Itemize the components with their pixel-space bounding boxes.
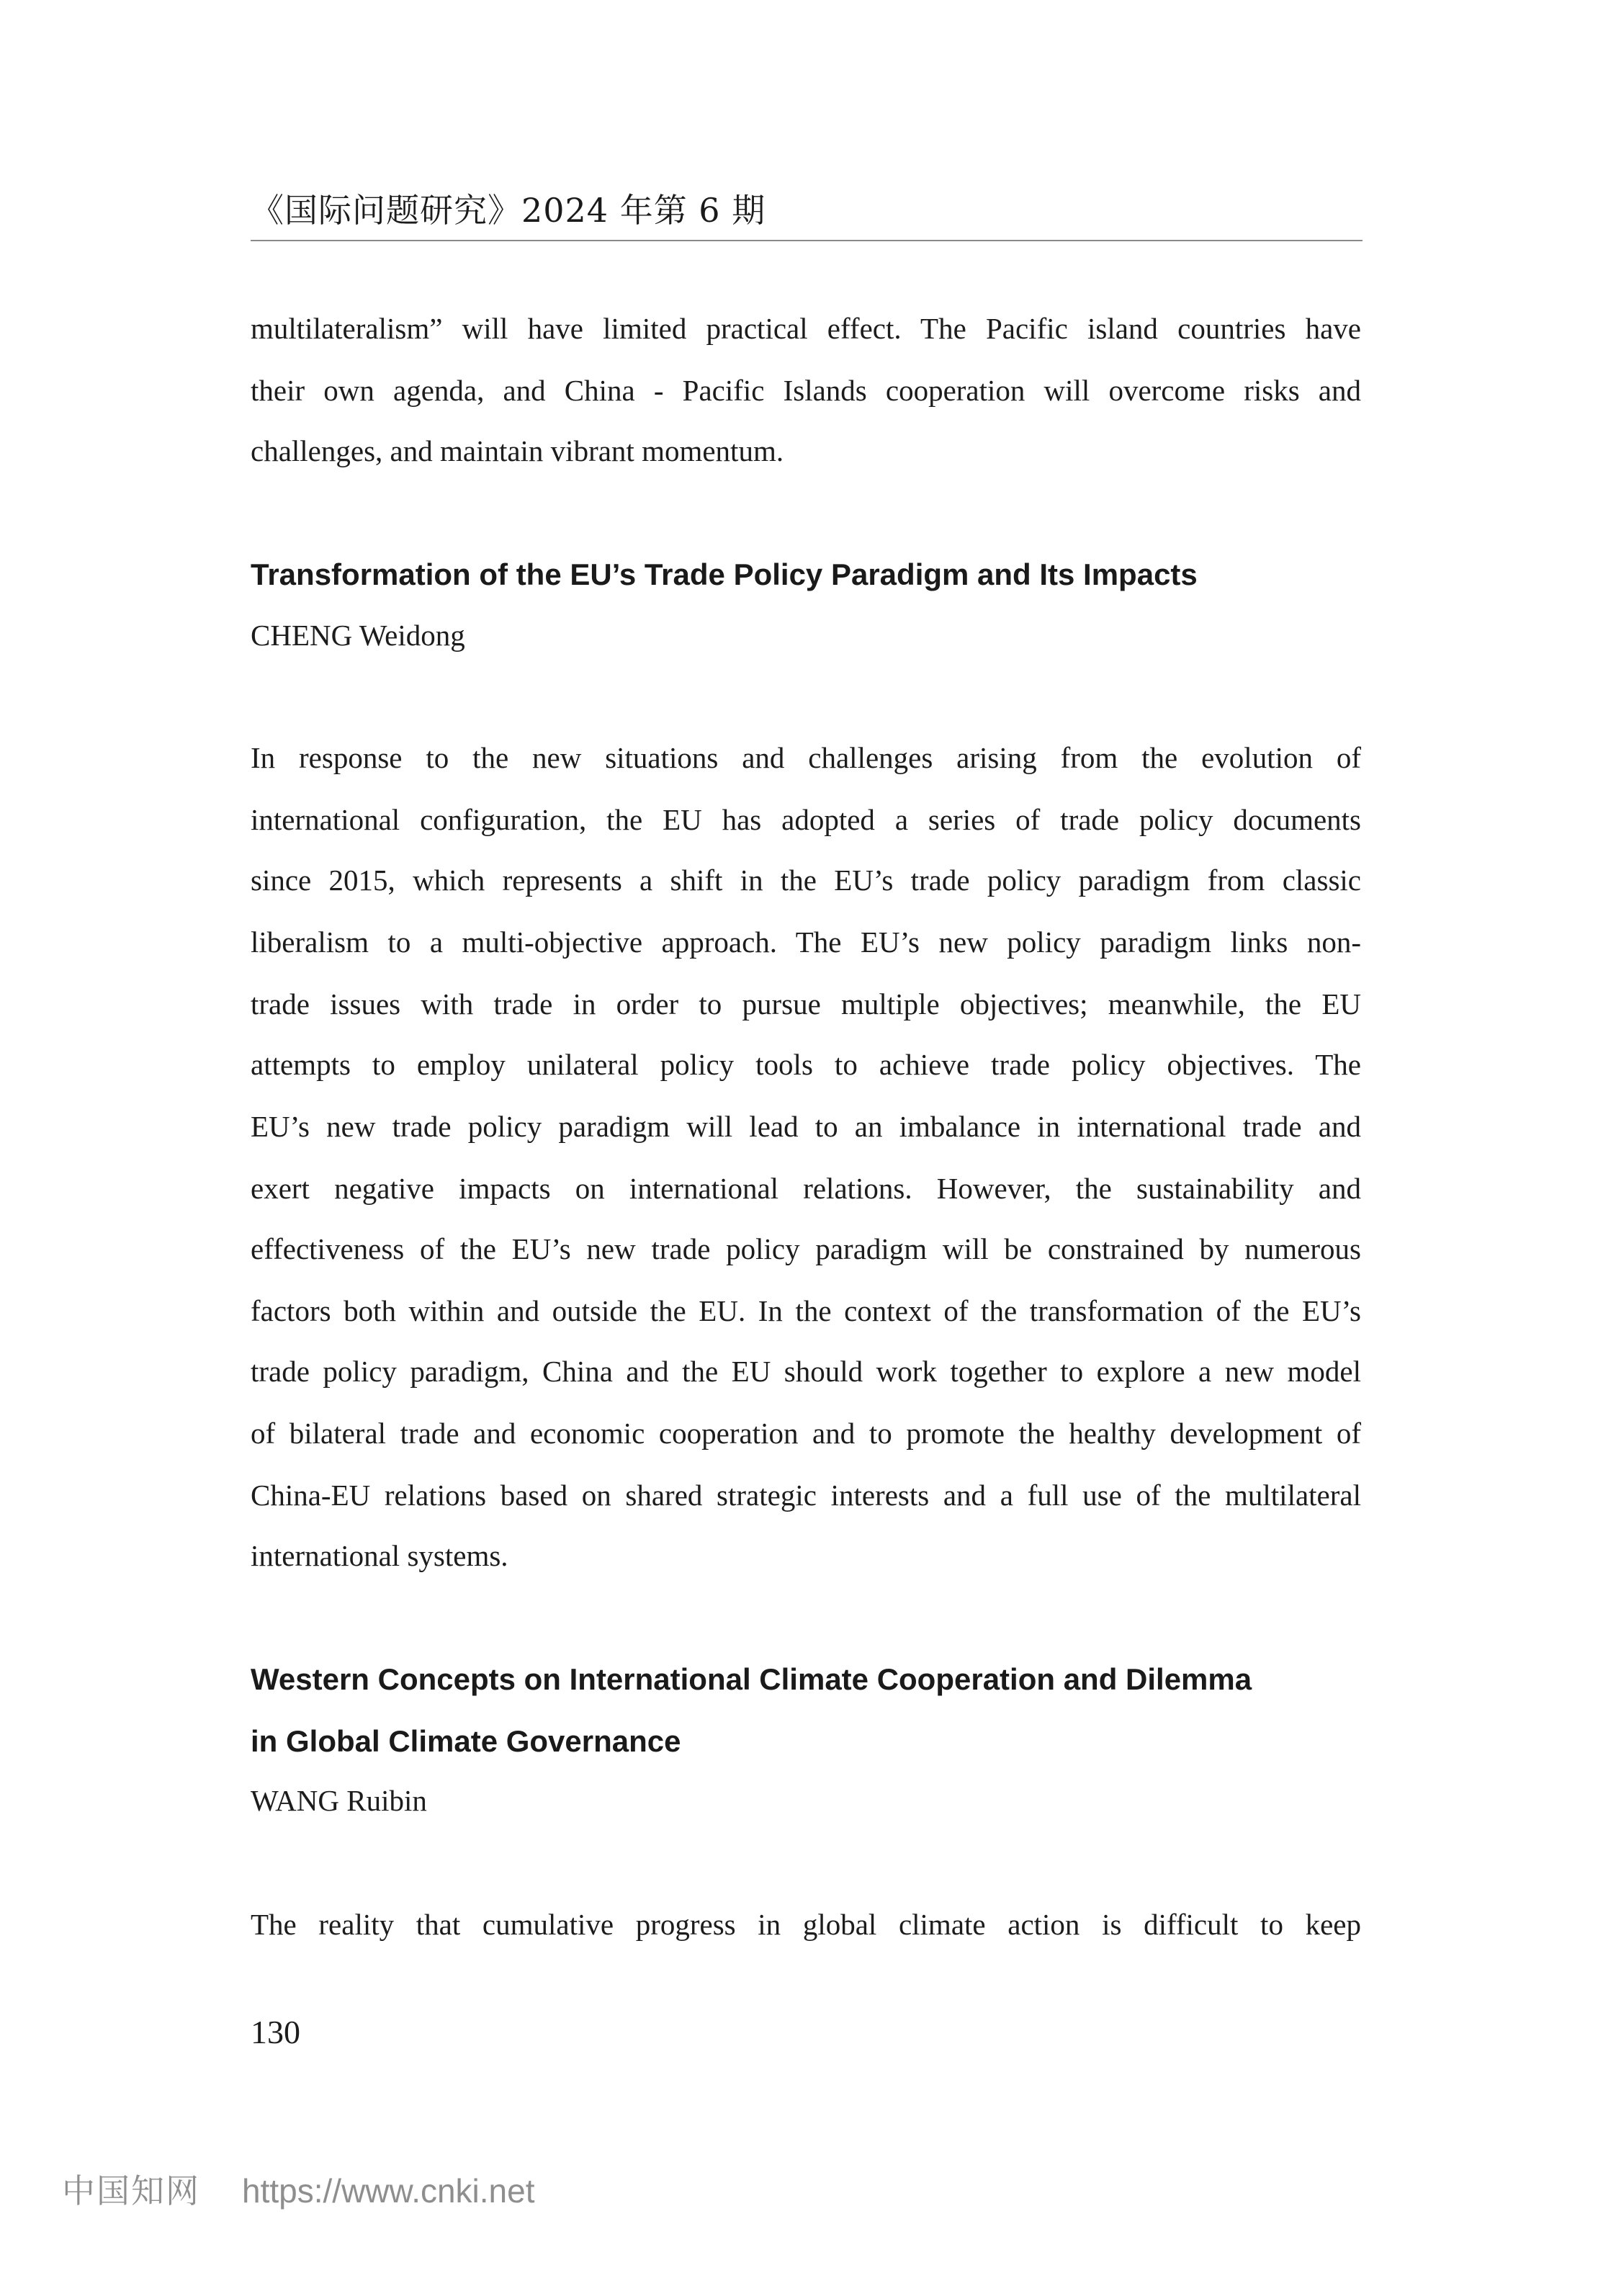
- article-author: WANG Ruibin: [251, 1784, 427, 1817]
- text-line: In response to the new situations and challenges arising from the evolution of: [251, 741, 1361, 774]
- text-line: effectiveness of the EU’s new trade policy paradigm will be constrained by numerous: [251, 1232, 1361, 1265]
- article-title: in Global Climate Governance: [251, 1724, 681, 1758]
- text-line: since 2015, which represents a shift in the EU’s trade policy paradigm from classic: [251, 864, 1361, 897]
- text-line: of bilateral trade and economic cooperation and to promote the healthy development of: [251, 1417, 1361, 1450]
- page-number: 130: [251, 2014, 300, 2050]
- text-line: trade policy paradigm, China and the EU should work together to explore a new model: [251, 1355, 1361, 1388]
- article-title: Western Concepts on International Climate Cooperation and Dilemma: [251, 1662, 1252, 1696]
- text-line: trade issues with trade in order to pursue multiple objectives; meanwhile, the EU: [251, 987, 1361, 1021]
- cnki-watermark: [62, 2169, 535, 2212]
- text-line: challenges, and maintain vibrant momentum.: [251, 434, 784, 467]
- text-line: China-EU relations based on shared strategic interests and a full use of the multilateral: [251, 1479, 1361, 1512]
- text-line: multilateralism” will have limited practical effect. The Pacific island countries have: [251, 312, 1361, 345]
- text-line: liberalism to a multi-objective approach. The EU’s new policy paradigm links non-: [251, 925, 1361, 959]
- text-line: EU’s new trade policy paradigm will lead to an imbalance in international trade and: [251, 1110, 1361, 1143]
- running-header: 《国际问题研究》2024 年第 6 期: [251, 191, 766, 230]
- cnki-url-link[interactable]: https://www.cnki.net: [242, 2172, 535, 2210]
- article-author: CHENG Weidong: [251, 619, 465, 652]
- header-rule: [251, 240, 1363, 241]
- text-line: exert negative impacts on international relations. However, the sustainability and: [251, 1172, 1361, 1205]
- text-line: factors both within and outside the EU. In the context of the transformation of the EU’s: [251, 1294, 1361, 1327]
- text-line: The reality that cumulative progress in global climate action is difficult to keep: [251, 1908, 1361, 1941]
- text-line: international systems.: [251, 1539, 508, 1572]
- text-line: international configuration, the EU has adopted a series of trade policy documents: [251, 803, 1361, 836]
- cnki-brand: 中国知网: [62, 2172, 200, 2210]
- article-title: Transformation of the EU’s Trade Policy Paradigm and Its Impacts: [251, 557, 1198, 591]
- text-line: their own agenda, and China - Pacific Islands cooperation will overcome risks and: [251, 374, 1361, 407]
- text-line: attempts to employ unilateral policy tools to achieve trade policy objectives. The: [251, 1048, 1361, 1081]
